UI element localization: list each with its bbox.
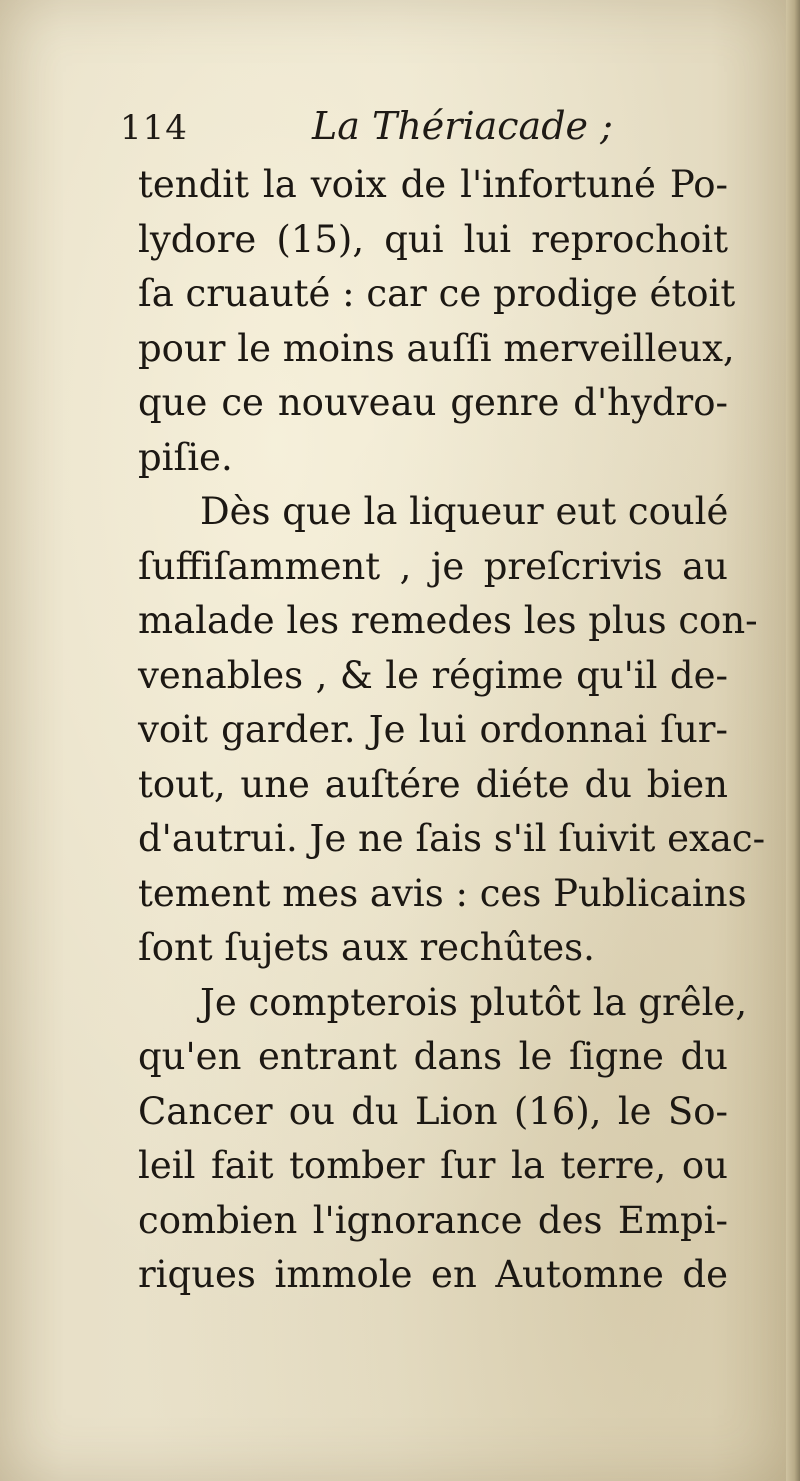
text-line: Cancer ou du Lion (16), le So-: [138, 1089, 728, 1133]
page-header: [120, 104, 700, 158]
text-line: d'autrui. Je ne ſais s'il ſuivit exac-: [138, 817, 766, 860]
text-line: leil fait tomber ſur la terre, ou: [138, 1144, 728, 1187]
body-text: [138, 158, 766, 1303]
paragraph-start-line: Dès que la liqueur eut coulé: [200, 490, 729, 533]
text-line: qu'en entrant dans le ſigne du: [138, 1035, 728, 1078]
text-line: ſont ſujets aux rechûtes.: [138, 926, 595, 969]
text-line: riques immole en Automne de: [138, 1253, 728, 1296]
text-line: tement mes avis : ces Publicains: [138, 871, 747, 915]
text-line: combien l'ignorance des Empi-: [138, 1198, 728, 1242]
text-line: tendit la voix de l'infortuné Po-: [138, 163, 728, 206]
running-title: La Thériacade ;: [312, 104, 613, 148]
text-line: malade les remedes les plus con-: [138, 599, 758, 642]
book-gutter: [786, 0, 800, 1481]
page-number: 114: [120, 108, 188, 148]
text-line: piſie.: [138, 435, 233, 479]
text-line: ſuffiſamment , je preſcrivis au: [138, 544, 728, 588]
text-line: lydore (15), qui lui reprochoit: [138, 217, 728, 261]
paragraph-start-line: Je compterois plutôt la grêle,: [200, 980, 748, 1024]
text-line: voit garder. Je lui ordonnai ſur-: [138, 708, 728, 751]
text-line: ſa cruauté : car ce prodige étoit: [138, 272, 736, 315]
text-line: tout, une auſtére diéte du bien: [138, 762, 728, 806]
text-line: pour le moins auſſi merveilleux,: [138, 326, 735, 370]
text-line: que ce nouveau genre d'hydro-: [138, 381, 728, 424]
text-line: venables , & le régime qu'il de-: [138, 653, 728, 697]
